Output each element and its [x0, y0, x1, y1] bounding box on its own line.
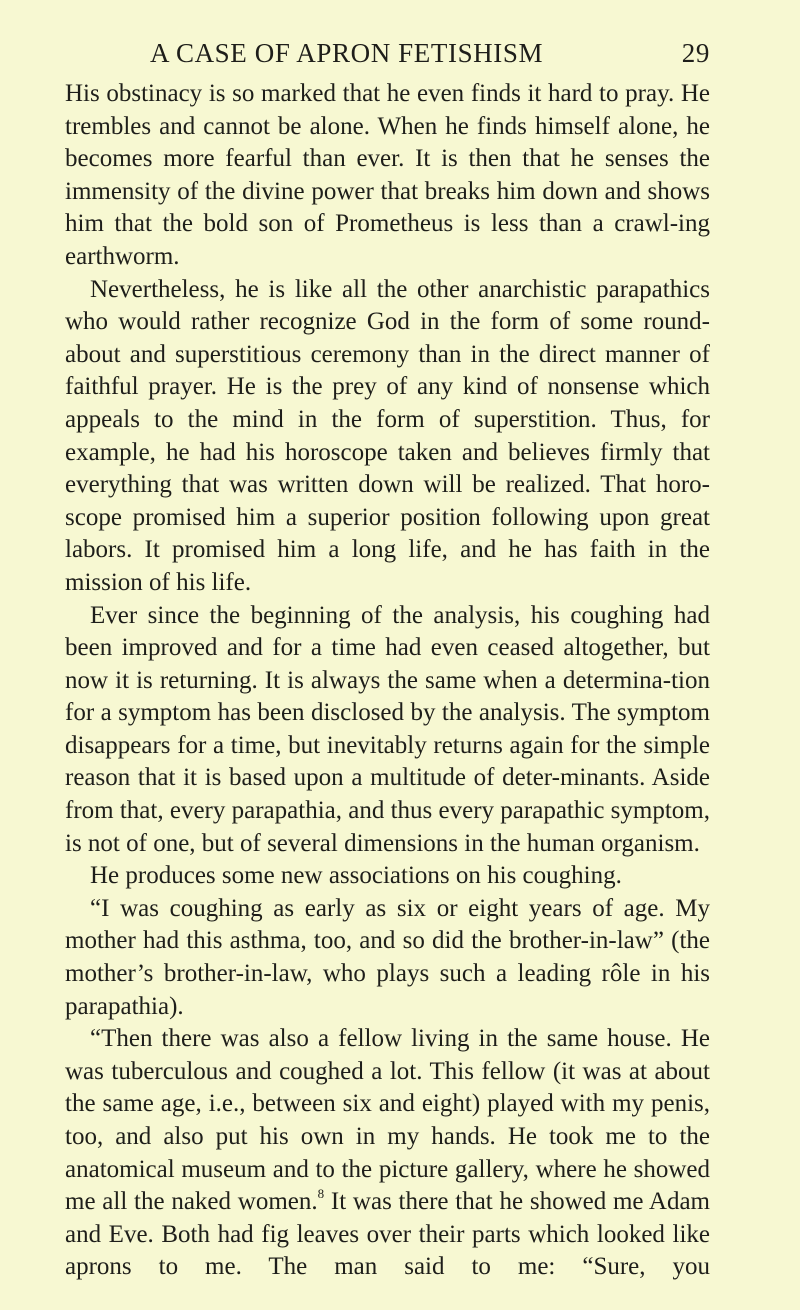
running-head — [150, 38, 710, 78]
paragraph-coughing-early-age: “I was coughing as early as six or eight years of age. My mother had this asthma, too, and so did the brother-in-law” (the mother’s brother-in-law, who plays such a leading rôle in his parapathia). — [65, 894, 710, 1020]
paragraph-obstinacy: His obstinacy is so marked that he even finds it hard to pray. He trembles and cannot be alone. When he finds himself alone, he becomes more fearful than ever. It is then that he senses the immensity of the divine power that breaks him down and shows him that the bold son of Prometheus is less than a crawl-ing earthworm. — [65, 80, 710, 270]
paragraph-anarchistic-parapathics: Nevertheless, he is like all the other anarchistic parapathics who would rather recognize God in the form of some round-about and superstitious ceremony than in the direct manner of faithful prayer. He is the prey of any kind of nonsense which appeals to the mind in the form of superstition. Thus, for example, he had his horoscope taken and believes firmly that everything that was written down will be realized. That horo-scope promised him a superior position following upon great labors. It promised him a long life, and he has faith in the mission of his life. — [65, 275, 710, 596]
body-text — [65, 78, 710, 1284]
page-number: 29 — [681, 38, 710, 68]
paragraph-text-continued: It was there that he showed me Adam and Eve. Both had fig leaves over their parts which looked like aprons to me. The man said to me: “Sure, you — [65, 1188, 710, 1281]
paragraph-tuberculous-fellow — [65, 1023, 710, 1284]
paragraph-new-associations: He produces some new associations on his coughing. — [90, 862, 622, 890]
footnote-reference: 8 — [317, 1185, 325, 1201]
paragraph-coughing-returning: Ever since the beginning of the analysis, his coughing had been improved and for a time had even ceased altogether, but now it is returning. It is always the same when a determina-tion for a symptom has been disclosed by the analysis. The symptom disappears for a time, but inevitably returns again for the simple reason that it is based upon a multitude of deter-minants. Aside from that, every parapathia, and thus every parapathic symptom, is not of one, but of several dimensions in the human organism. — [65, 601, 710, 857]
running-title: A CASE OF APRON FETISHISM — [150, 38, 544, 68]
paragraph-text: “Then there was also a fellow living in the same house. He was tuberculous and coughed a lot. This fellow (it was at about the same age, i.e., between six and eight) played with my penis, too, and also put his own in my hands. He took me to the anatomical museum and to the picture gallery, where he showed me all the naked women. — [65, 1025, 710, 1216]
